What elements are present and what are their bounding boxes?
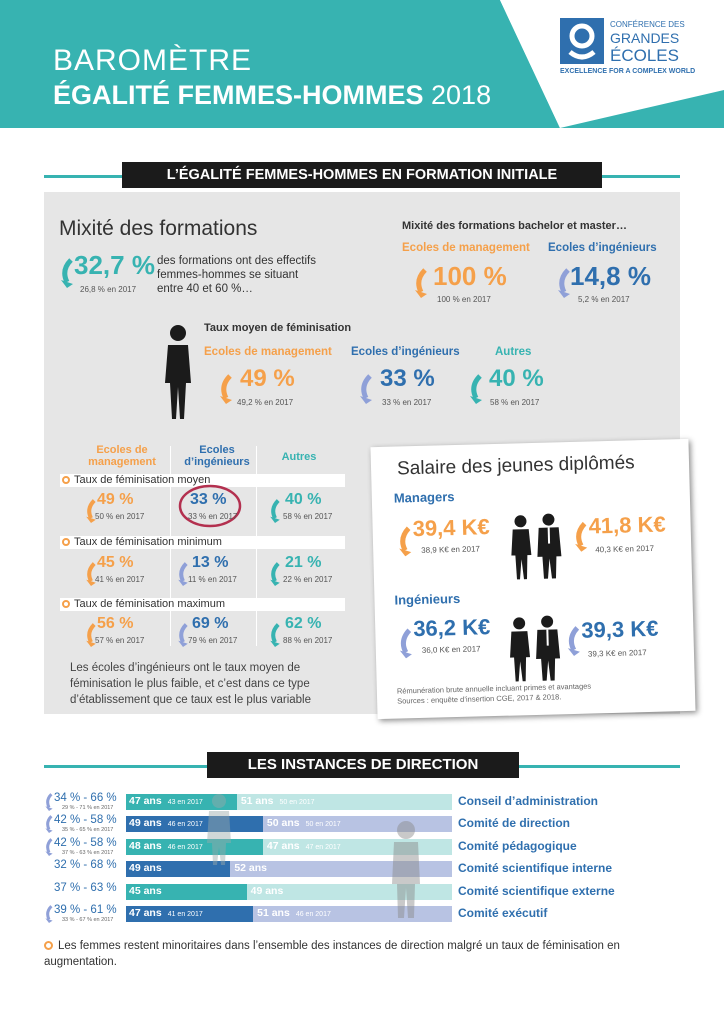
women-age: 49 ans: [129, 862, 162, 875]
instance-row: [0, 837, 724, 859]
instance-row: [0, 882, 724, 904]
trend-up-arrow-icon: [397, 628, 414, 658]
table-cell-prev: 11 % en 2017: [188, 575, 237, 584]
table-cell-prev: 33 % en 2017: [188, 512, 238, 521]
women-age: 47 ans 43 en 2017: [129, 795, 203, 807]
table-cell-value: 33 %: [190, 491, 227, 508]
trend-up-arrow-icon: [59, 258, 75, 288]
salary-footnote2: Sources : enquête d’insertion CGE, 2017 & 2018.: [397, 692, 562, 706]
instance-row: [0, 792, 724, 814]
trend-arrow-icon: [44, 815, 54, 833]
instance-ratio: 34 % - 66 %: [54, 792, 117, 804]
men-age: 51 ans 50 en 2017: [240, 795, 315, 807]
table-cell-value: 21 %: [285, 554, 322, 571]
salary-card: [370, 439, 695, 719]
bachelor-eng-prev: 5,2 % en 2017: [578, 295, 630, 304]
instance-ratio-prev: 37 % - 63 % en 2017: [62, 849, 114, 856]
instance-label: Comité scientifique interne: [458, 861, 613, 876]
logo-line1: CONFÉRENCE DES: [610, 20, 685, 29]
table-row-label: [60, 598, 345, 611]
table-cell-prev: 58 % en 2017: [283, 512, 333, 521]
table-note: Les écoles d’ingénieurs ont le taux moyen de féminisation le plus faible, et c’est dans ce type d’établissement que ce taux est le plus variable: [70, 662, 312, 706]
mixite-heading: Mixité des formations: [59, 217, 258, 240]
instance-ratio: 42 % - 58 %: [54, 814, 117, 827]
taux-mgmt-prev: 49,2 % en 2017: [237, 398, 294, 407]
table-cell-value: 40 %: [285, 491, 322, 508]
row-label-text: Taux de féminisation minimum: [74, 536, 222, 548]
trend-arrow-icon: [268, 562, 282, 586]
salary-footnote1: Rémunération brute annuelle incluant primes et avantages: [396, 681, 592, 696]
title-year: 2018: [431, 80, 492, 110]
bachelor-eng-value: 14,8 %: [570, 261, 651, 291]
table-cell-value: 69 %: [192, 615, 229, 632]
row-label-text: Taux de féminisation moyen: [74, 474, 211, 486]
taux-eng-prev: 33 % en 2017: [382, 398, 432, 407]
taux-eng-value: 33 %: [380, 365, 435, 392]
men-age: 49 ans: [250, 884, 284, 897]
instance-ratio: 39 % - 61 %: [54, 904, 117, 916]
title-main: ÉGALITÉ FEMMES-HOMMES: [53, 80, 424, 110]
taux-eng-label: Ecoles d’ingénieurs: [351, 346, 460, 358]
table-cell-value: 13 %: [192, 554, 229, 571]
logo-tagline: EXCELLENCE FOR A COMPLEX WORLD: [560, 68, 696, 75]
trend-arrow-icon: [268, 499, 282, 523]
salary-engineers-f-prev: 36,0 K€ en 2017: [421, 644, 481, 655]
trend-up-arrow-icon: [397, 526, 414, 556]
logo-mark-icon: [560, 18, 604, 64]
taux-other-prev: 58 % en 2017: [490, 398, 540, 407]
page-title-line1: BAROMÈTRE: [53, 44, 253, 77]
women-age: 45 ans: [129, 884, 162, 897]
page-title-line2: [53, 80, 491, 111]
table-col-mgmt: Ecoles de management: [88, 444, 156, 468]
trend-arrow-icon: [44, 905, 54, 923]
instance-row: [0, 814, 724, 836]
men-age: 50 ans 50 en 2017: [266, 817, 341, 830]
table-cell-prev: 79 % en 2017: [188, 636, 238, 645]
section2-title: LES INSTANCES DE DIRECTION: [207, 752, 519, 778]
instance-label: Comité exécutif: [458, 906, 548, 920]
instances-chart: [0, 790, 724, 930]
men-age: 52 ans: [234, 862, 268, 875]
bachelor-mgmt-value: 100 %: [433, 261, 507, 291]
taux-other-label: Autres: [495, 346, 532, 358]
bullet-icon: [44, 941, 53, 950]
table-col-other: Autres: [281, 451, 317, 463]
trend-down-arrow-icon: [218, 374, 234, 404]
woman-man-figures-icon: [507, 614, 565, 683]
table-cell-prev: 22 % en 2017: [283, 575, 333, 584]
section1-title: L’ÉGALITÉ FEMMES-HOMMES EN FORMATION INITIALE: [122, 162, 602, 188]
bullet-icon: [62, 538, 70, 546]
women-age: 47 ans 41 en 2017: [129, 907, 203, 919]
row-label-text: Taux de féminisation maximum: [74, 598, 226, 610]
salary-managers-m: 41,8 K€: [588, 511, 666, 539]
men-age: 47 ans 47 en 2017: [266, 839, 341, 852]
men-age: 51 ans 46 en 2017: [257, 907, 331, 919]
instance-label: Comité de direction: [458, 816, 571, 831]
table-cell-value: 62 %: [285, 615, 322, 632]
trend-up-arrow-icon: [413, 268, 429, 298]
salary-managers-f-prev: 38,9 K€ en 2017: [421, 544, 481, 555]
logo: [560, 18, 710, 88]
trend-flat-arrow-icon: [565, 626, 582, 656]
instance-ratio-prev: 33 % - 67 % en 2017: [62, 917, 114, 923]
table-cell-prev: 57 % en 2017: [95, 636, 145, 645]
salary-engineers-f: 36,2 K€: [412, 614, 491, 642]
bachelor-heading: Mixité des formations bachelor et master…: [402, 220, 627, 232]
salary-managers-f: 39,4 K€: [412, 514, 491, 542]
instance-ratio: 42 % - 58 %: [54, 836, 117, 849]
section2-footer: [44, 938, 684, 970]
bachelor-eng-label: Ecoles d’ingénieurs: [548, 242, 657, 254]
trend-flat-arrow-icon: [358, 374, 374, 404]
table-col-eng: Ecoles d’ingénieurs: [184, 444, 250, 468]
man-silhouette-icon: [391, 820, 421, 920]
table-cell-prev: 50 % en 2017: [95, 512, 145, 521]
instance-ratio: 32 % - 68 %: [54, 859, 117, 872]
bullet-icon: [62, 476, 70, 484]
trend-arrow-icon: [44, 793, 54, 811]
taux-other-value: 40 %: [489, 365, 544, 392]
bachelor-mgmt-label: Ecoles de management: [402, 242, 530, 254]
trend-arrow-icon: [44, 838, 54, 856]
salary-managers-m-prev: 40,3 K€ en 2017: [595, 543, 655, 555]
table-cell-prev: 41 % en 2017: [95, 575, 145, 584]
salary-engineers-m-prev: 39,3 K€ en 2017: [587, 648, 647, 659]
trend-arrow-icon: [268, 623, 282, 647]
trend-up-arrow-icon: [573, 522, 590, 552]
salary-engineers-label: Ingénieurs: [394, 590, 461, 608]
instance-ratio-prev: 29 % - 71 % en 2017: [62, 805, 114, 811]
salary-managers-label: Managers: [393, 489, 455, 506]
taux-mgmt-label: Ecoles de management: [204, 346, 332, 358]
instance-label: Comité pédagogique: [458, 838, 577, 853]
logo-line3: ÉCOLES: [610, 46, 679, 65]
table-cell-prev: 88 % en 2017: [283, 636, 333, 645]
instance-row: [0, 904, 724, 926]
instance-label: Conseil d’administration: [458, 794, 599, 808]
salary-engineers-m: 39,3 K€: [581, 615, 659, 643]
mixite-value: 32,7 %: [74, 250, 155, 280]
instance-ratio: 37 % - 63 %: [54, 881, 117, 894]
instance-row: [0, 859, 724, 881]
section2-footer-text: Les femmes restent minoritaires dans l’ensemble des instances de direction malgré un taux de féminisation en augmentation.: [44, 940, 620, 968]
taux-heading: Taux moyen de féminisation: [204, 322, 352, 334]
table-cell-value: 49 %: [97, 491, 134, 508]
table-row-label: [60, 536, 345, 549]
woman-silhouette-icon: [206, 793, 232, 867]
woman-figure-icon: [164, 323, 192, 421]
women-age: 49 ans 46 en 2017: [129, 817, 203, 830]
logo-line2: GRANDES: [610, 30, 680, 46]
table-cell-value: 56 %: [97, 615, 134, 632]
salary-title: Salaire des jeunes diplômés: [396, 452, 635, 480]
bullet-icon: [62, 600, 70, 608]
instance-label: Comité scientifique externe: [458, 883, 615, 898]
bachelor-mgmt-prev: 100 % en 2017: [437, 295, 491, 304]
women-age: 48 ans 46 en 2017: [129, 839, 203, 852]
mixite-text: des formations ont des effectifs femmes-hommes se situant entre 40 et 60 %…: [157, 255, 316, 295]
instance-ratio-prev: 35 % - 65 % en 2017: [62, 827, 114, 834]
taux-mgmt-value: 49 %: [240, 365, 295, 392]
trend-down-arrow-icon: [468, 374, 484, 404]
mixite-prev: 26,8 % en 2017: [80, 285, 137, 294]
woman-man-figures-icon: [508, 512, 566, 581]
table-cell-value: 45 %: [97, 554, 134, 571]
